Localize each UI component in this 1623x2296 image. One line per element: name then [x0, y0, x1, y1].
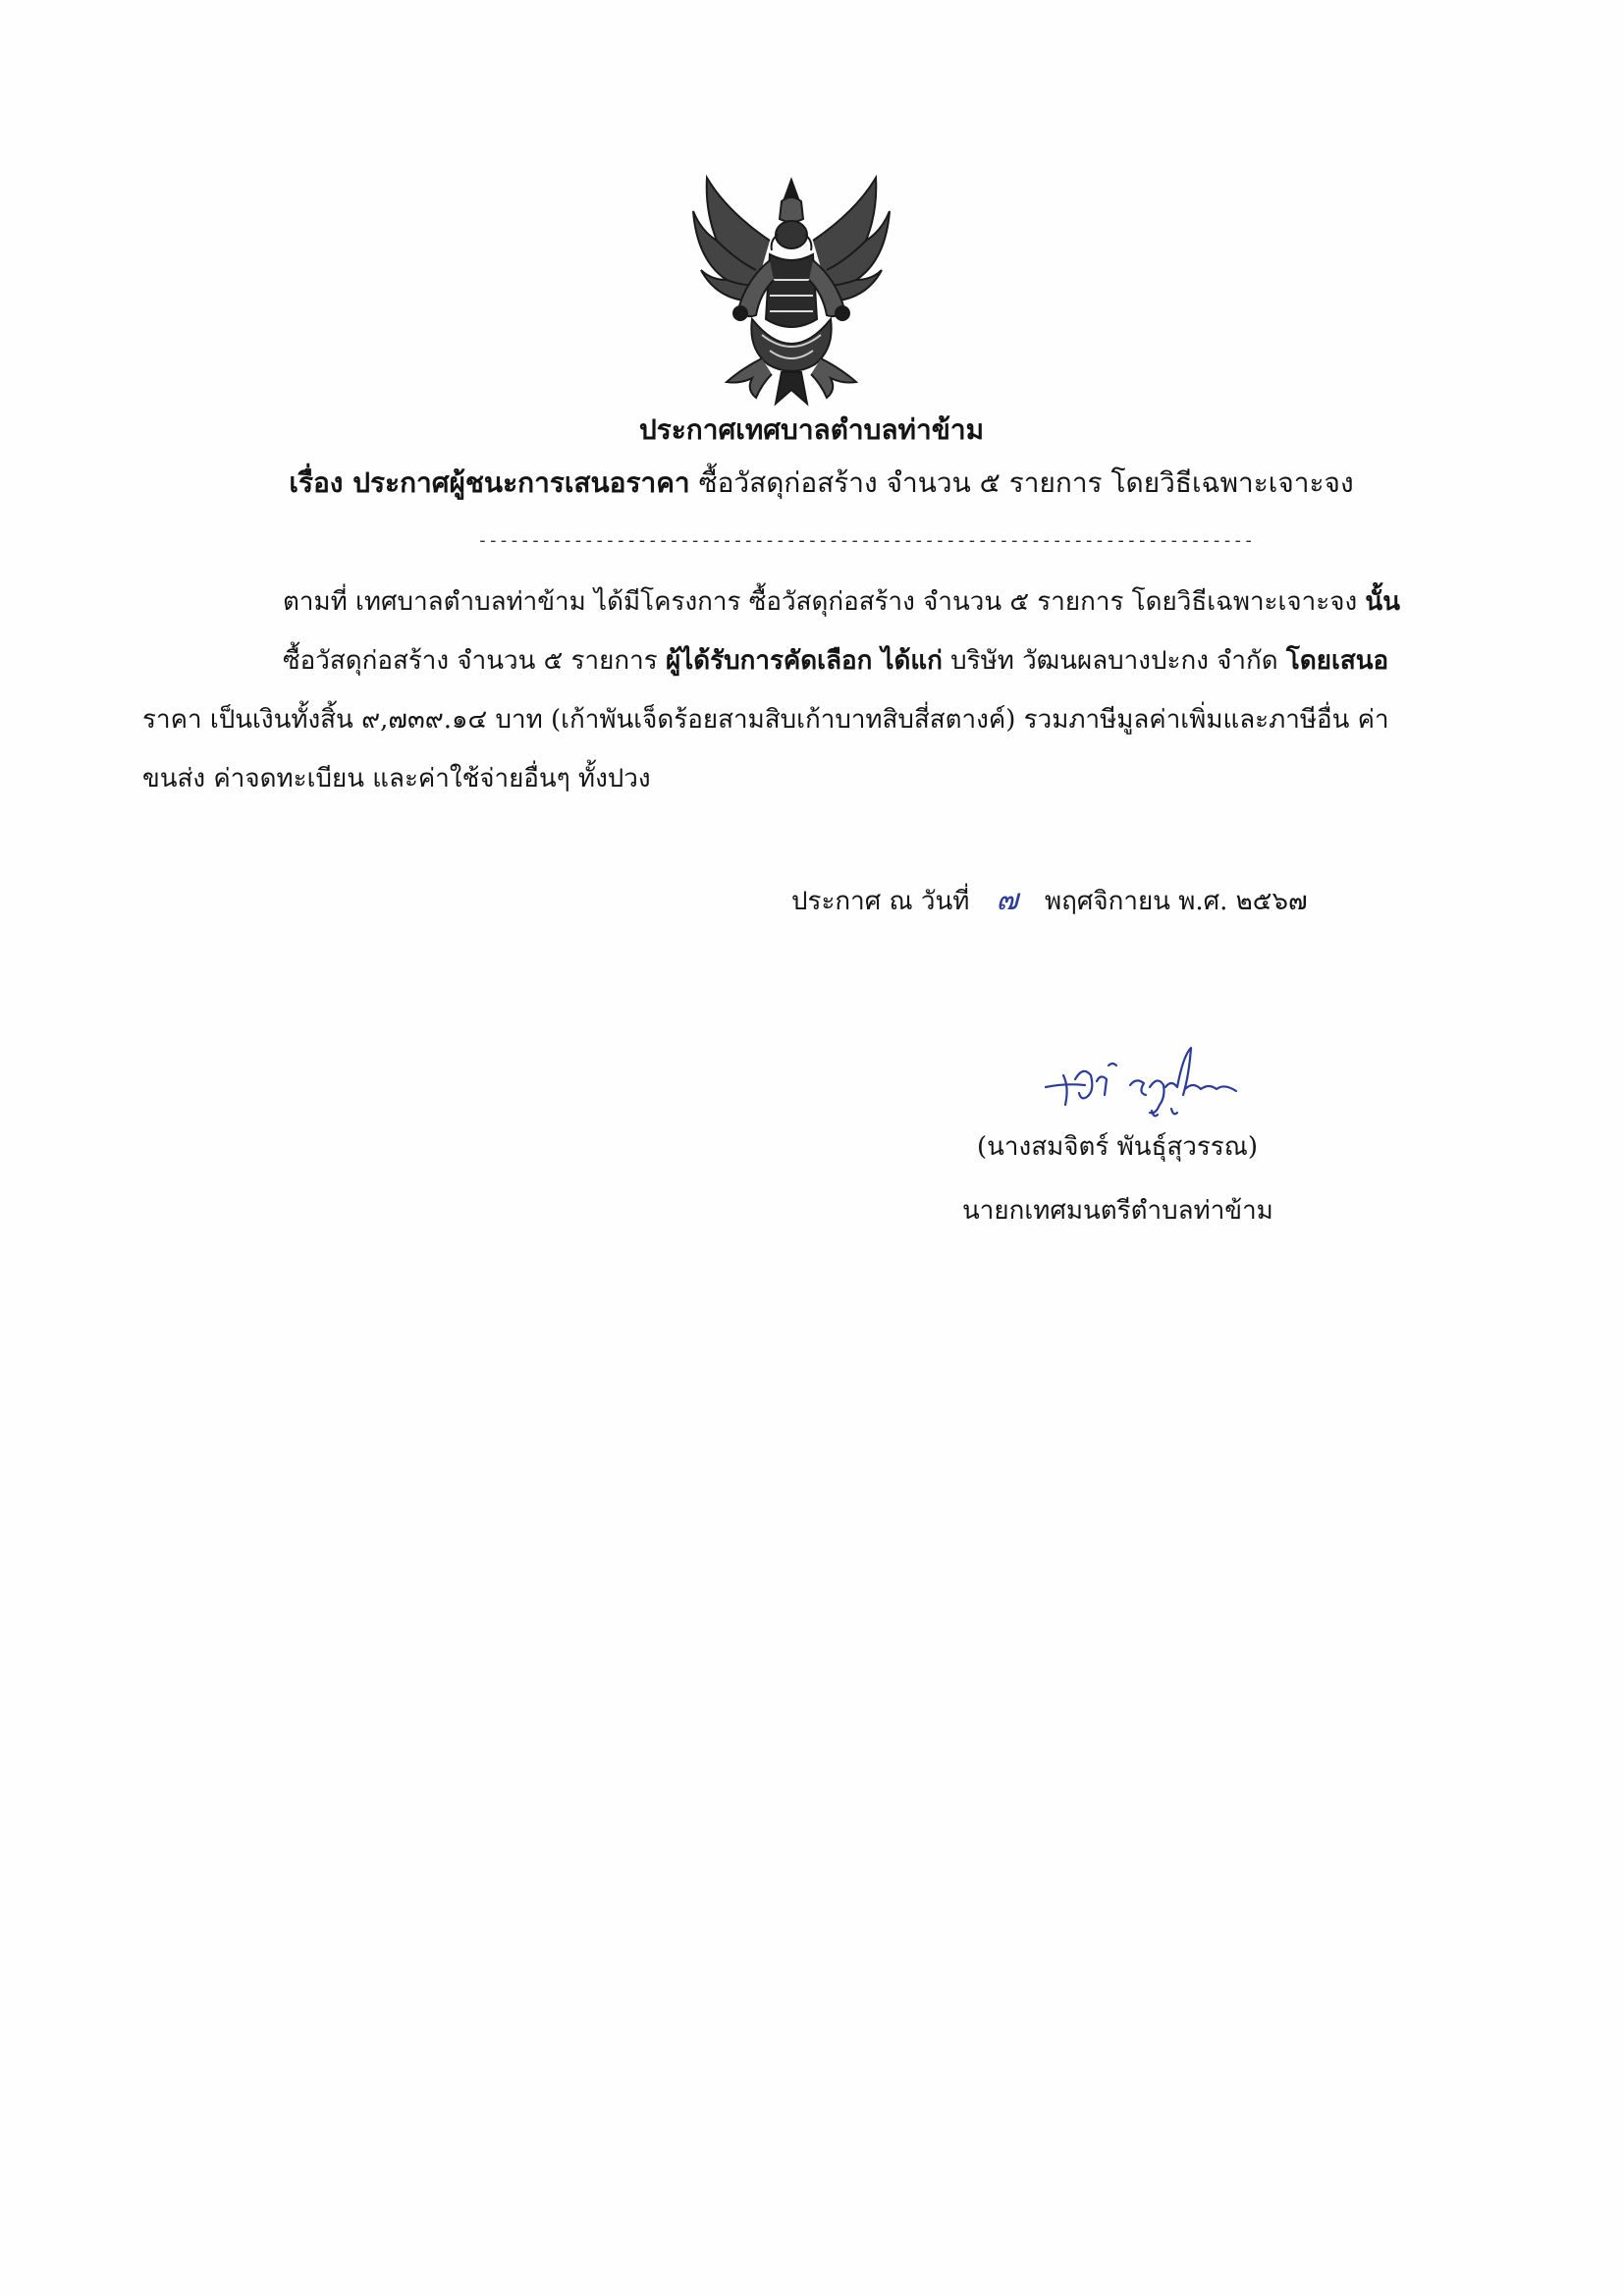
body-line-1: [283, 581, 1400, 622]
subject-label: เรื่อง ประกาศผู้ชนะการเสนอราคา: [289, 466, 690, 499]
body-l2-d: โดยเสนอ: [1285, 646, 1389, 676]
body-l2-c: บริษัท วัฒนผลบางปะกง จำกัด: [950, 646, 1278, 676]
body-l3-b: ๙,๗๓๙.๑๔: [361, 705, 488, 735]
signature-icon: [1036, 1036, 1252, 1124]
body-l3-a: ราคา เป็นเงินทั้งสิ้น: [142, 705, 353, 735]
body-l1-c: ได้มีโครงการ: [594, 587, 741, 617]
date-prefix: ประกาศ ณ วันที่: [791, 887, 970, 916]
subject-text: ซื้อวัสดุก่อสร้าง จำนวน ๕ รายการ โดยวิธีเฉพาะเจาะจง: [698, 466, 1354, 499]
garuda-emblem-icon: [687, 172, 895, 408]
announcement-subject: [0, 462, 1623, 505]
body-l1-a: ตามที่: [283, 587, 348, 617]
signatory-name: (นางสมจิตร์ พันธุ์สุวรรณ): [977, 1132, 1259, 1162]
body-l3-d: (เก้าพันเจ็ดร้อยสามสิบเก้าบาทสิบสี่สตางค์): [551, 705, 1016, 735]
body-l1-d: ซื้อวัสดุก่อสร้าง จำนวน ๕ รายการ โดยวิธีเฉพาะเจาะจง: [748, 587, 1358, 617]
body-line-4: ขนส่ง ค่าจดทะเบียน และค่าใช้จ่ายอื่นๆ ทั้งปวง: [142, 764, 651, 793]
body-l1-e: นั้น: [1365, 587, 1400, 617]
date-month-year: พฤศจิกายน พ.ศ. ๒๕๖๗: [1044, 887, 1308, 916]
body-line-3: [142, 699, 1389, 739]
body-l1-b: เทศบาลตำบลท่าข้าม: [355, 587, 586, 617]
separator-dashes: -------------------------------------------------------------------------: [477, 530, 1255, 551]
body-l2-a: ซื้อวัสดุก่อสร้าง จำนวน ๕ รายการ: [283, 646, 658, 676]
date-day-handwritten: ๗: [996, 883, 1018, 917]
body-l2-b: ผู้ได้รับการคัดเลือก ได้แก่: [665, 646, 943, 676]
body-l3-c: บาท: [495, 705, 543, 735]
signatory-position: นายกเทศมนตรีตำบลท่าข้าม: [962, 1196, 1273, 1226]
announcement-title: ประกาศเทศบาลตำบลท่าข้าม: [638, 413, 985, 446]
announcement-date: [791, 877, 1308, 923]
body-line-2: [283, 640, 1388, 681]
body-l3-e: รวมภาษีมูลค่าเพิ่มและภาษีอื่น ค่า: [1023, 705, 1389, 735]
